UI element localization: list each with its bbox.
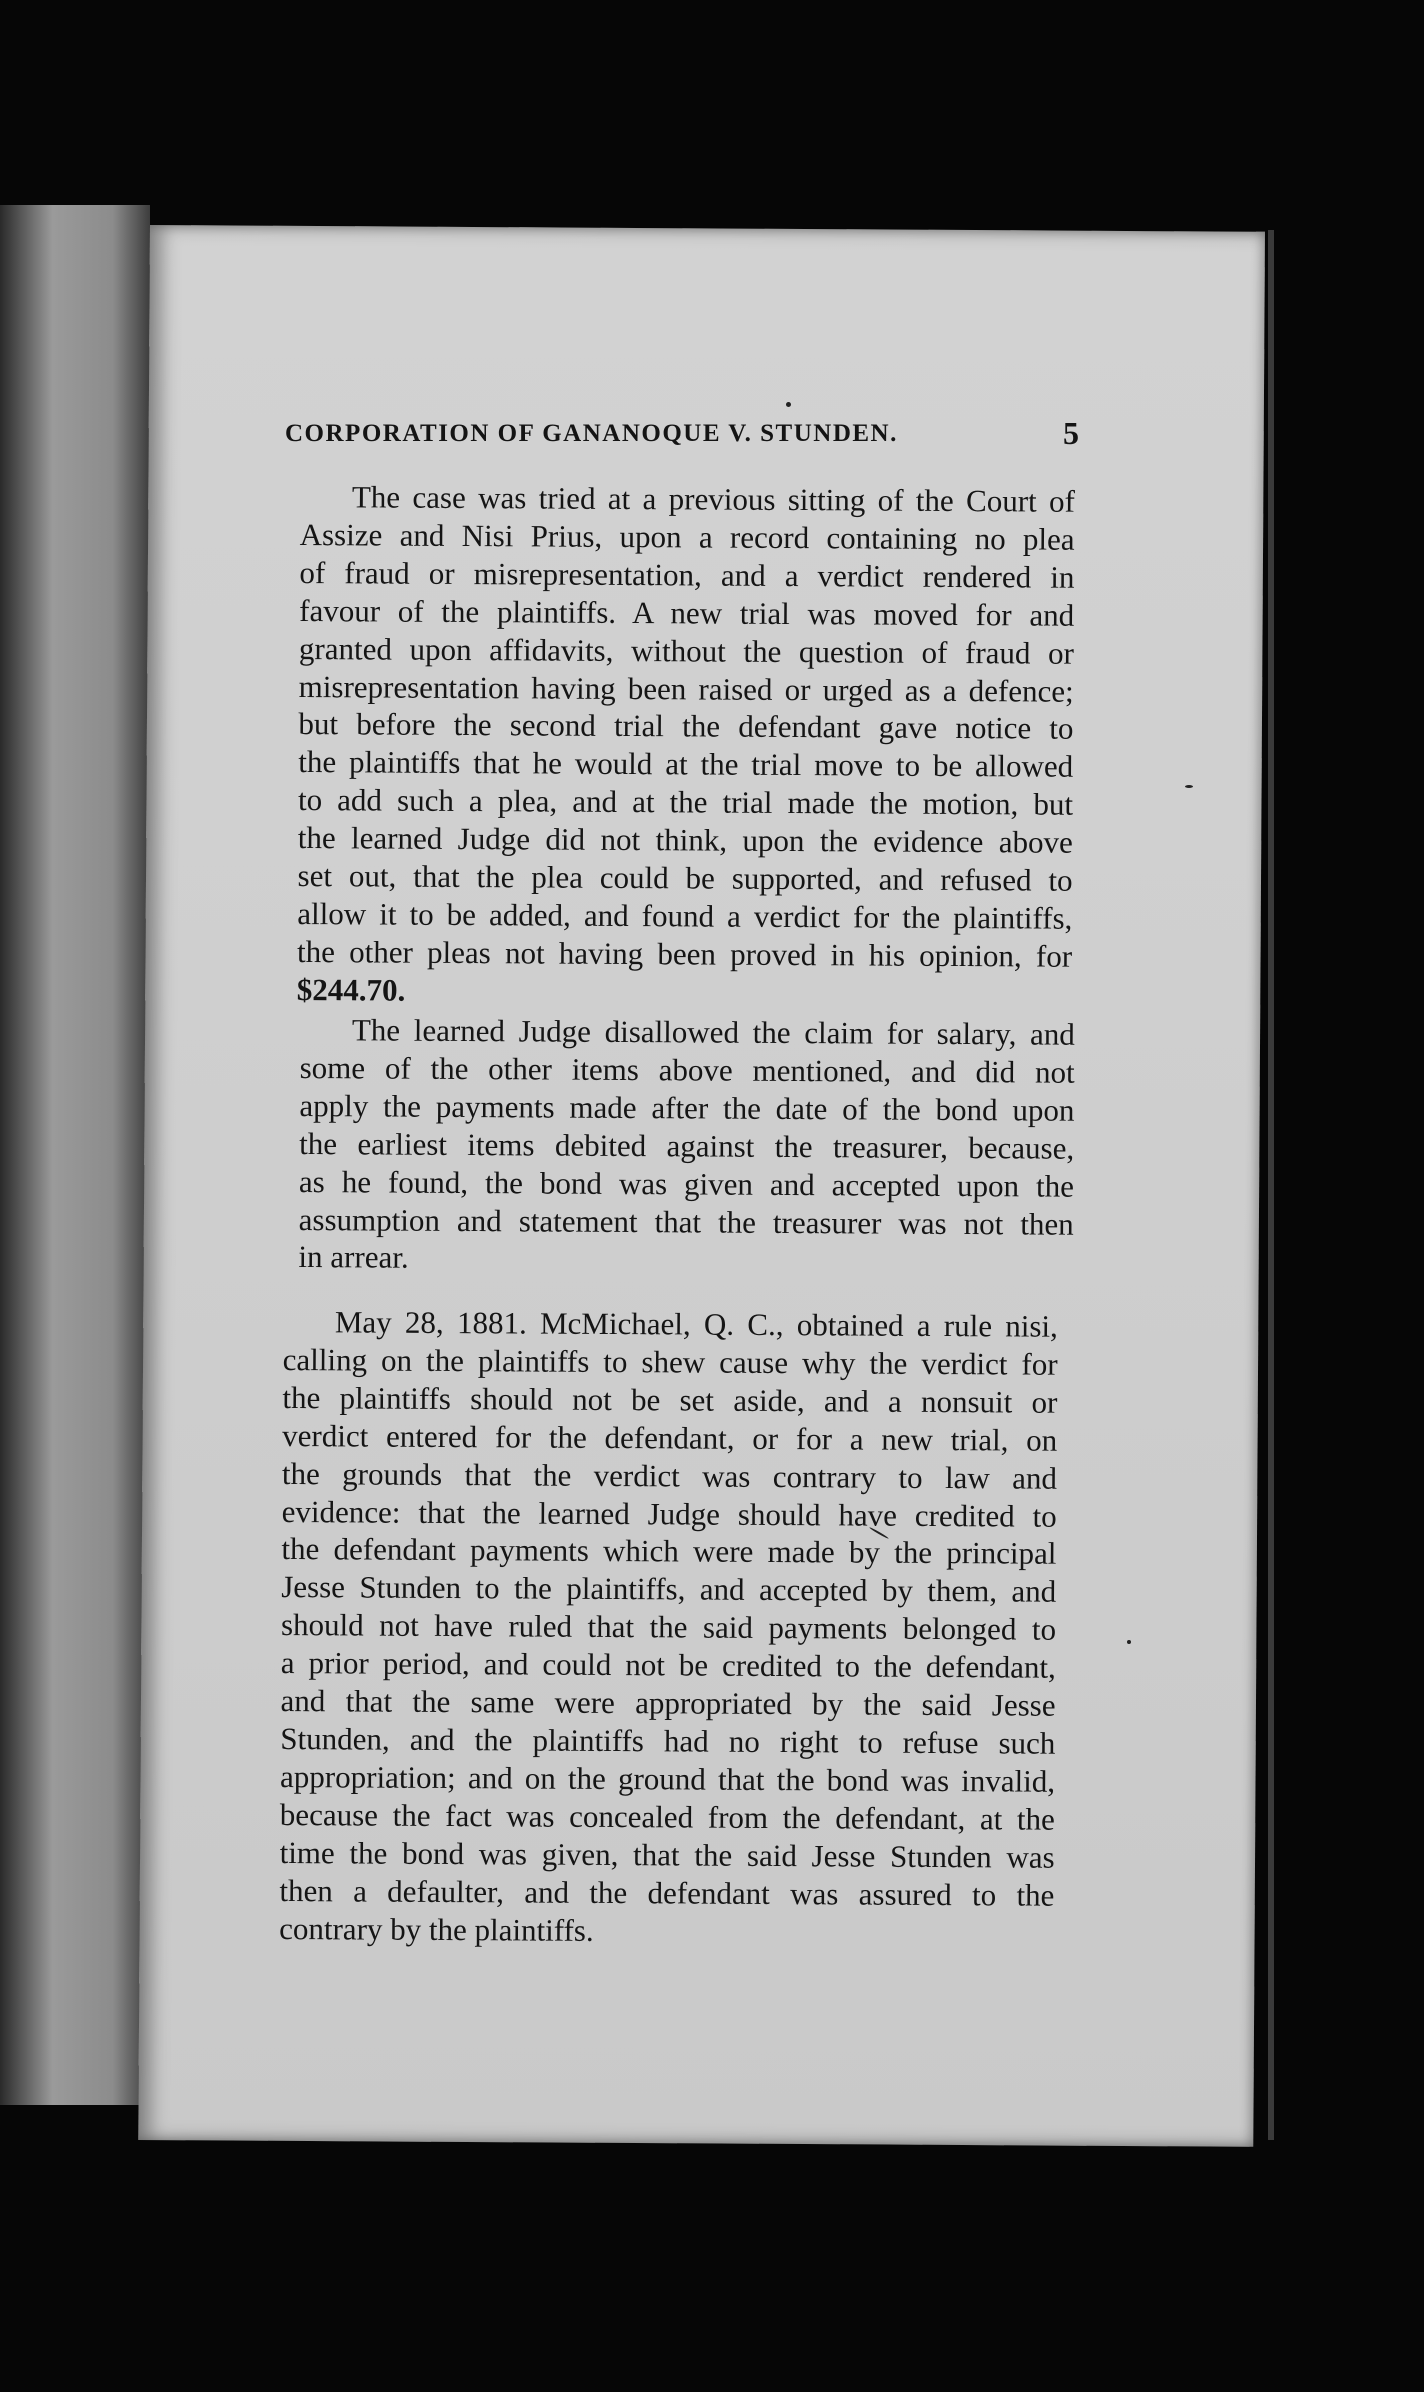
text-line: a prior period, and could not be credited to the defendant,	[280, 1645, 1056, 1685]
text-line: the earliest items debited against the treasurer, because,	[299, 1125, 1075, 1166]
text-line: The case was tried at a previous sitting of the Court of	[351, 479, 1075, 519]
text-line: the learned Judge did not think, upon the evidence above	[297, 820, 1073, 860]
text-line: calling on the plaintiffs to shew cause why the verdict for	[282, 1341, 1058, 1382]
paragraph-judge-ruling	[298, 1011, 1075, 1281]
text-line: Jesse Stunden to the plaintiffs, and accepted by them, and	[281, 1569, 1057, 1610]
text-line: Assize and Nisi Prius, upon a record containing no plea	[299, 516, 1075, 557]
text-line: but before the second trial the defendant gave notice to	[298, 706, 1074, 747]
scan-speck	[1185, 785, 1193, 788]
text-line: the grounds that the verdict was contrary to law and	[281, 1455, 1058, 1496]
text-line: the defendant payments which were made by the principal	[281, 1531, 1057, 1572]
text-line: set out, that the plea could be supported, and refused to	[297, 858, 1073, 898]
text-line: Stunden, and the plaintiffs had no right to refuse such	[280, 1720, 1056, 1761]
text-line: verdict entered for the defendant, or for a new trial, on	[282, 1417, 1058, 1458]
text-line: $244.70.	[296, 971, 406, 1008]
text-line: to add such a plea, and at the trial made the motion, but	[297, 782, 1074, 822]
text-line: contrary by the plaintiffs.	[279, 1910, 594, 1948]
text-line: of fraud or misrepresentation, and a verdict rendered in	[299, 554, 1075, 595]
text-line: favour of the plaintiffs. A new trial was moved for and	[299, 592, 1075, 633]
page-right-edge	[1268, 230, 1274, 2140]
scan-speck	[786, 402, 791, 407]
text-line: the plaintiffs should not be set aside, and a nonsuit or	[282, 1379, 1058, 1420]
page-number: 5	[1063, 415, 1079, 451]
paragraph-case-history	[297, 478, 1075, 1013]
text-line: should not have ruled that the said payments belonged to	[280, 1607, 1057, 1647]
text-line: assumption and statement that the treasurer was not then	[298, 1201, 1074, 1242]
text-line: The learned Judge disallowed the claim for salary, and	[351, 1012, 1075, 1052]
text-line: misrepresentation having been raised or urged as a defence;	[298, 668, 1074, 709]
text-line: as he found, the bond was given and accepted upon the	[298, 1163, 1075, 1204]
text-line: because the fact was concealed from the defendant, at the	[279, 1796, 1055, 1837]
text-line: then a defaulter, and the defendant was assured to the	[279, 1872, 1055, 1913]
text-line: in arrear.	[298, 1239, 409, 1276]
facing-page-edge	[0, 205, 150, 2105]
text-line: time the bond was given, that the said Jesse Stunden was	[279, 1834, 1055, 1875]
text-line: evidence: that the learned Judge should have credited to	[281, 1493, 1057, 1534]
text-line: May 28, 1881. McMichael, Q. C., obtained a rule nisi,	[334, 1304, 1058, 1344]
text-line: the other pleas not having been proved in his opinion, for	[297, 933, 1073, 974]
text-line: and that the same were appropriated by the said Jesse	[280, 1683, 1056, 1723]
scan-speck	[1127, 1640, 1131, 1644]
text-line: appropriation; and on the ground that the bond was invalid,	[280, 1758, 1056, 1799]
running-title: CORPORATION OF GANANOQUE V. STUNDEN.	[285, 420, 898, 447]
text-line: allow it to be added, and found a verdict for the plaintiffs,	[297, 895, 1073, 936]
text-line: granted upon affidavits, without the question of fraud or	[298, 630, 1075, 671]
paragraph-rule-nisi	[279, 1303, 1058, 1952]
text-line: the plaintiffs that he would at the trial move to be allowed	[298, 744, 1074, 785]
text-line: apply the payments made after the date of the bond upon	[299, 1087, 1075, 1128]
text-line: some of the other items above mentioned, and did not	[299, 1049, 1075, 1090]
